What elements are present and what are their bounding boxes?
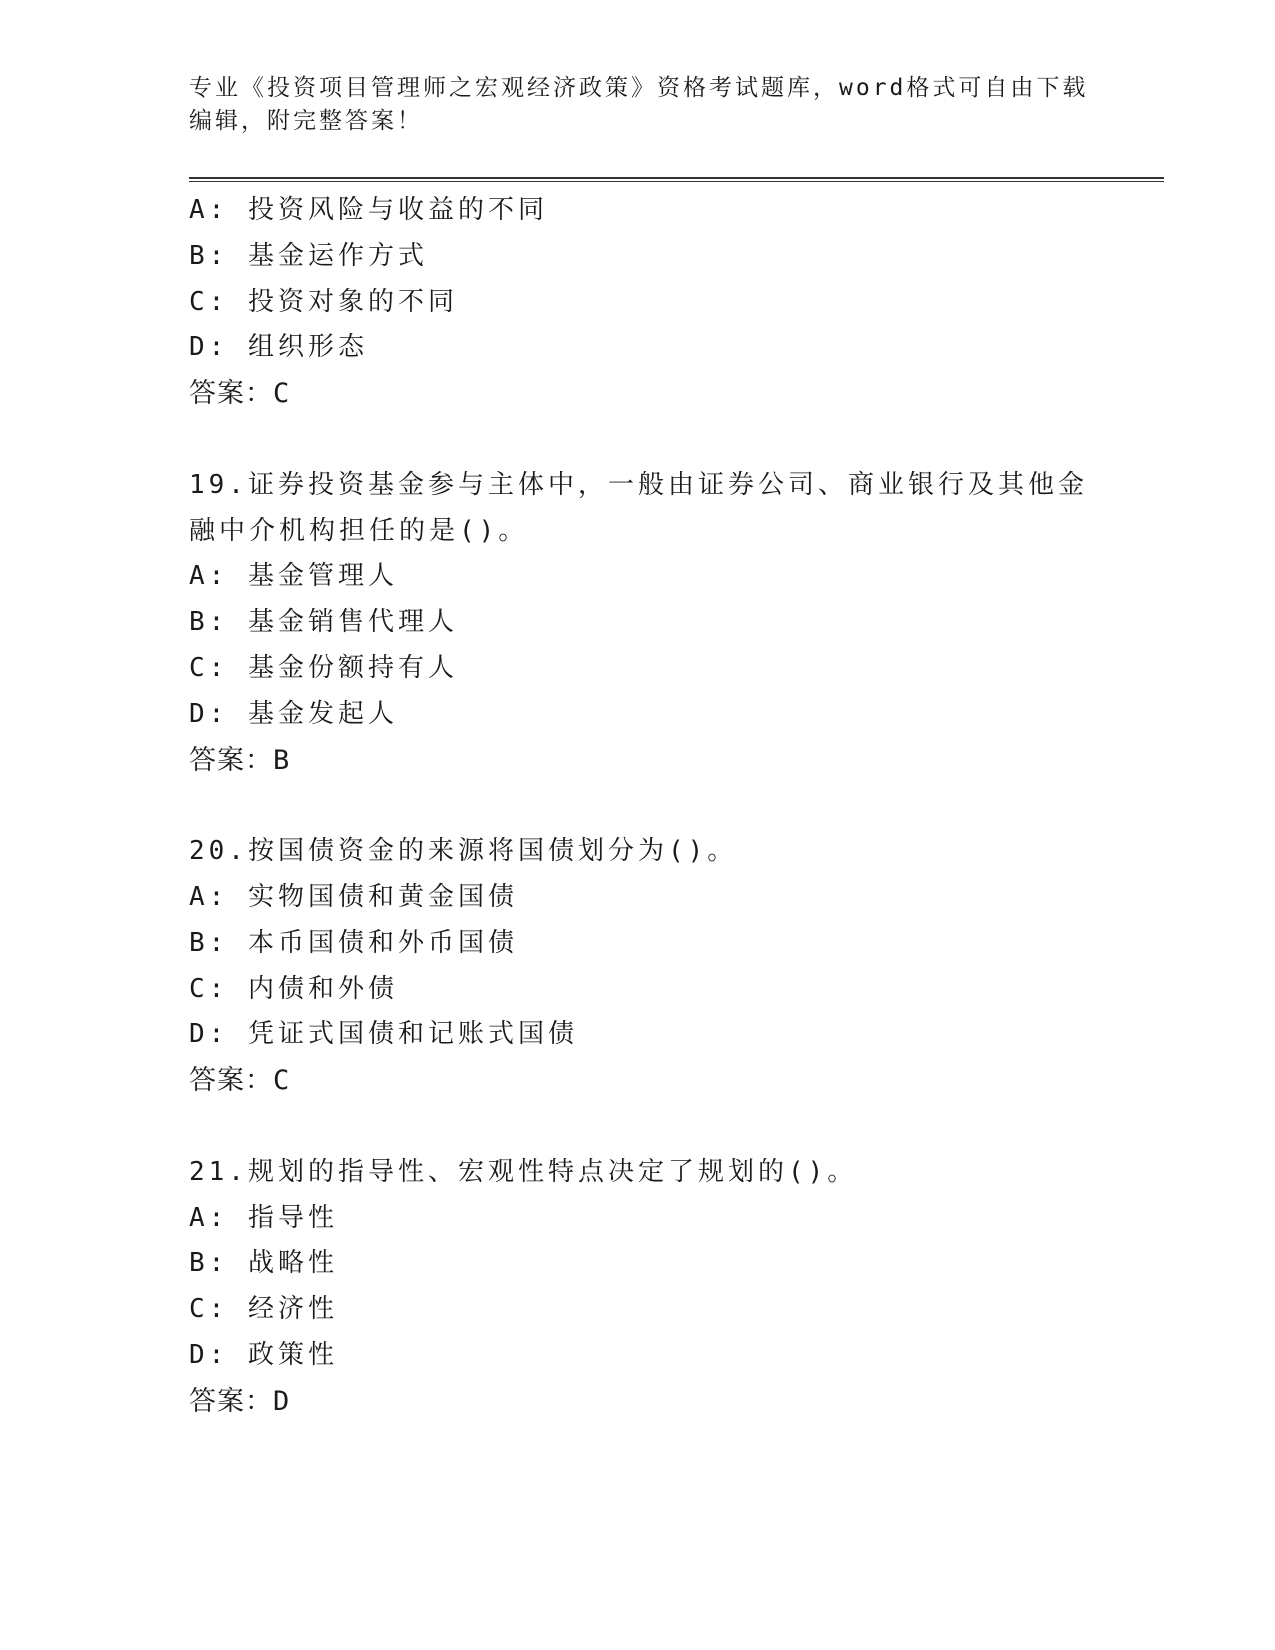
question-block [189, 829, 1109, 1104]
option-d: D: 政策性 [189, 1339, 338, 1370]
header-divider [189, 177, 1164, 182]
question-block [189, 463, 1109, 784]
option-c: C: 基金份额持有人 [189, 652, 458, 683]
answer-label: 答案：C [189, 1065, 291, 1097]
option-b: B: 基金运作方式 [189, 240, 428, 271]
option-c: C: 内债和外债 [189, 973, 398, 1004]
answer-label: 答案：D [189, 1385, 291, 1417]
question-stem: 19.证券投资基金参与主体中，一般由证券公司、商业银行及其他金融中介机构担任的是()。 [189, 469, 1088, 546]
option-a: A: 基金管理人 [189, 561, 398, 592]
option-a: A: 投资风险与收益的不同 [189, 195, 548, 225]
answer-label: 答案：C [189, 378, 291, 410]
question-stem: 21.规划的指导性、宏观性特点决定了规划的()。 [189, 1156, 858, 1187]
option-a: A: 实物国债和黄金国债 [189, 881, 518, 912]
answer-label: 答案：B [189, 744, 291, 776]
spacer [189, 1104, 1109, 1150]
option-b: B: 战略性 [189, 1248, 338, 1279]
option-c: C: 投资对象的不同 [189, 286, 458, 317]
option-b: B: 本币国债和外币国债 [189, 927, 518, 958]
option-d: D: 基金发起人 [189, 698, 398, 729]
question-stem: 20.按国债资金的来源将国债划分为()。 [189, 836, 738, 867]
option-d: D: 组织形态 [189, 332, 368, 363]
spacer [189, 783, 1109, 829]
question-list [189, 188, 1109, 1425]
option-a: A: 指导性 [189, 1202, 338, 1233]
option-c: C: 经济性 [189, 1294, 338, 1325]
option-d: D: 凭证式国债和记账式国债 [189, 1019, 578, 1050]
document-header: 专业《投资项目管理师之宏观经济政策》资格考试题库，word格式可自由下载编辑，附完整答案！ [189, 75, 1089, 134]
question-block [189, 188, 1109, 417]
question-block [189, 1150, 1109, 1425]
spacer [189, 417, 1109, 463]
option-b: B: 基金销售代理人 [189, 607, 458, 638]
